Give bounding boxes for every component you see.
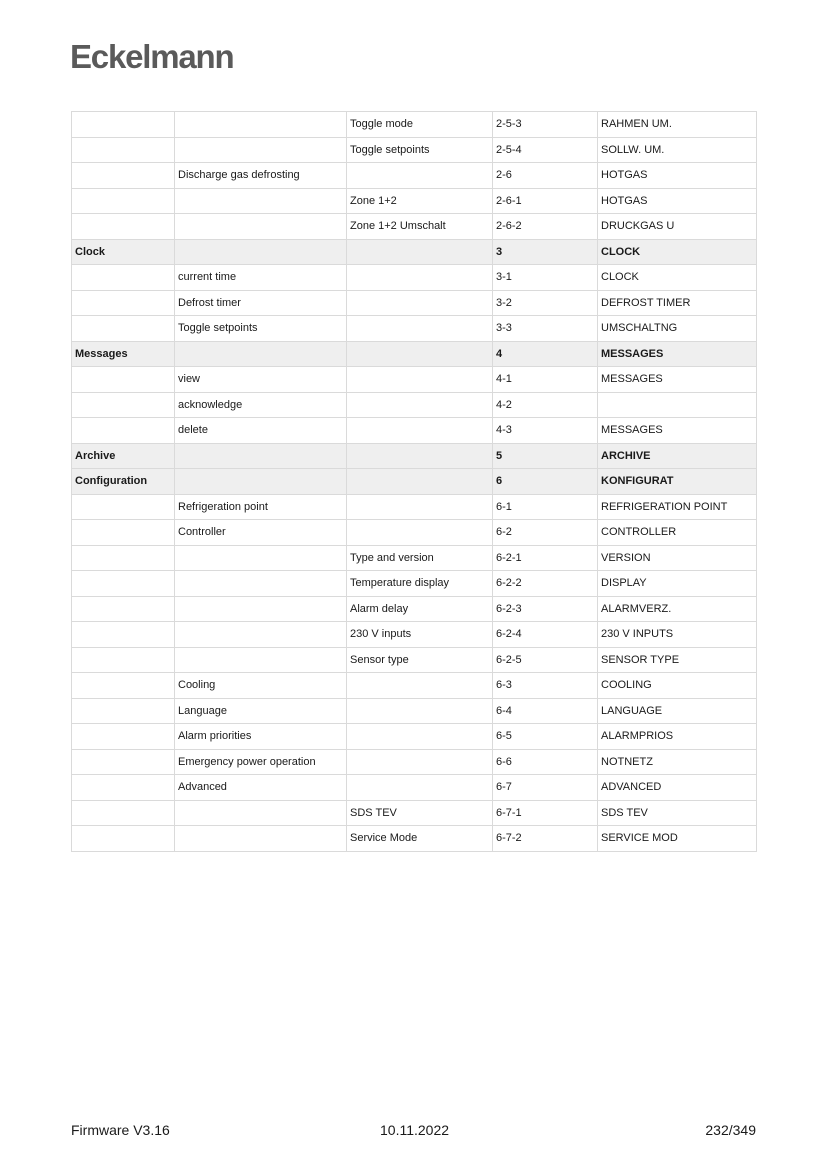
- menu-level-1-cell: Messages: [72, 341, 175, 367]
- menu-level-2-cell: Defrost timer: [175, 290, 347, 316]
- menu-code-cell: 4-3: [493, 418, 598, 444]
- table-section-row: [72, 239, 757, 265]
- display-text-cell: [598, 392, 757, 418]
- menu-level-1-cell: [72, 112, 175, 138]
- display-text-cell: UMSCHALTNG: [598, 316, 757, 342]
- table-row: [72, 571, 757, 597]
- menu-level-2-cell: [175, 571, 347, 597]
- display-text-cell: 230 V INPUTS: [598, 622, 757, 648]
- menu-code-cell: 6-3: [493, 673, 598, 699]
- display-text-cell: REFRIGERATION POINT: [598, 494, 757, 520]
- menu-code-cell: 6-1: [493, 494, 598, 520]
- menu-level-2-cell: [175, 112, 347, 138]
- table-row: [72, 622, 757, 648]
- menu-level-2-cell: Cooling: [175, 673, 347, 699]
- menu-level-3-cell: Zone 1+2: [347, 188, 493, 214]
- eckelmann-logo: Eckelmann: [70, 38, 234, 75]
- table-row: [72, 673, 757, 699]
- menu-level-3-cell: [347, 520, 493, 546]
- menu-level-3-cell: [347, 163, 493, 189]
- table-row: [72, 316, 757, 342]
- menu-level-1-cell: [72, 188, 175, 214]
- menu-level-2-cell: Alarm priorities: [175, 724, 347, 750]
- menu-level-1-cell: [72, 265, 175, 291]
- menu-code-cell: 4: [493, 341, 598, 367]
- menu-level-1-cell: [72, 673, 175, 699]
- display-text-cell: CONTROLLER: [598, 520, 757, 546]
- menu-code-cell: 6-2-3: [493, 596, 598, 622]
- menu-level-1-cell: [72, 545, 175, 571]
- table-row: [72, 596, 757, 622]
- menu-level-1-cell: [72, 214, 175, 240]
- menu-level-2-cell: Toggle setpoints: [175, 316, 347, 342]
- menu-level-3-cell: Temperature display: [347, 571, 493, 597]
- menu-code-cell: 6-4: [493, 698, 598, 724]
- menu-level-2-cell: [175, 800, 347, 826]
- menu-level-3-cell: [347, 265, 493, 291]
- table-row: [72, 647, 757, 673]
- menu-level-3-cell: [347, 443, 493, 469]
- menu-level-1-cell: [72, 698, 175, 724]
- menu-level-3-cell: [347, 673, 493, 699]
- menu-code-cell: 6-7-1: [493, 800, 598, 826]
- menu-level-1-cell: Configuration: [72, 469, 175, 495]
- menu-table-body: [72, 112, 757, 852]
- menu-code-cell: 6-6: [493, 749, 598, 775]
- menu-code-cell: 4-2: [493, 392, 598, 418]
- menu-code-cell: 6-2-2: [493, 571, 598, 597]
- display-text-cell: MESSAGES: [598, 341, 757, 367]
- menu-level-3-cell: Toggle mode: [347, 112, 493, 138]
- table-row: [72, 698, 757, 724]
- display-text-cell: ALARMPRIOS: [598, 724, 757, 750]
- menu-level-3-cell: [347, 341, 493, 367]
- menu-level-3-cell: [347, 494, 493, 520]
- menu-level-2-cell: [175, 341, 347, 367]
- menu-level-1-cell: [72, 163, 175, 189]
- menu-code-cell: 2-6-2: [493, 214, 598, 240]
- menu-level-1-cell: [72, 775, 175, 801]
- menu-level-3-cell: [347, 367, 493, 393]
- menu-level-1-cell: [72, 367, 175, 393]
- menu-level-3-cell: Zone 1+2 Umschalt: [347, 214, 493, 240]
- menu-level-1-cell: Archive: [72, 443, 175, 469]
- table-section-row: [72, 341, 757, 367]
- table-row: [72, 163, 757, 189]
- display-text-cell: MESSAGES: [598, 367, 757, 393]
- table-row: [72, 724, 757, 750]
- menu-level-1-cell: [72, 724, 175, 750]
- display-text-cell: HOTGAS: [598, 188, 757, 214]
- display-text-cell: ARCHIVE: [598, 443, 757, 469]
- table-row: [72, 367, 757, 393]
- menu-level-2-cell: [175, 647, 347, 673]
- menu-level-1-cell: [72, 418, 175, 444]
- menu-code-cell: 5: [493, 443, 598, 469]
- menu-level-3-cell: [347, 775, 493, 801]
- menu-level-2-cell: [175, 214, 347, 240]
- menu-level-3-cell: [347, 290, 493, 316]
- footer-firmware: Firmware V3.16: [71, 1122, 170, 1138]
- menu-level-1-cell: [72, 800, 175, 826]
- menu-code-cell: 4-1: [493, 367, 598, 393]
- menu-code-cell: 6-2-4: [493, 622, 598, 648]
- menu-level-3-cell: [347, 316, 493, 342]
- menu-level-1-cell: [72, 137, 175, 163]
- menu-level-3-cell: Type and version: [347, 545, 493, 571]
- menu-code-cell: 2-6: [493, 163, 598, 189]
- menu-level-2-cell: [175, 596, 347, 622]
- menu-code-cell: 6-7: [493, 775, 598, 801]
- table-row: [72, 188, 757, 214]
- menu-level-3-cell: 230 V inputs: [347, 622, 493, 648]
- display-text-cell: CLOCK: [598, 265, 757, 291]
- menu-code-cell: 3-1: [493, 265, 598, 291]
- menu-level-1-cell: [72, 520, 175, 546]
- menu-level-3-cell: [347, 724, 493, 750]
- menu-level-1-cell: Clock: [72, 239, 175, 265]
- menu-structure-table: [71, 111, 757, 852]
- menu-level-3-cell: Toggle setpoints: [347, 137, 493, 163]
- footer-page-number: 232/349: [705, 1122, 756, 1138]
- display-text-cell: ADVANCED: [598, 775, 757, 801]
- menu-level-1-cell: [72, 622, 175, 648]
- menu-level-2-cell: [175, 826, 347, 852]
- menu-level-1-cell: [72, 826, 175, 852]
- menu-level-3-cell: [347, 418, 493, 444]
- menu-level-2-cell: [175, 137, 347, 163]
- menu-level-3-cell: [347, 392, 493, 418]
- display-text-cell: SERVICE MOD: [598, 826, 757, 852]
- display-text-cell: LANGUAGE: [598, 698, 757, 724]
- menu-level-3-cell: [347, 749, 493, 775]
- table-row: [72, 112, 757, 138]
- menu-code-cell: 3: [493, 239, 598, 265]
- menu-code-cell: 6-5: [493, 724, 598, 750]
- menu-level-2-cell: Refrigeration point: [175, 494, 347, 520]
- footer-date: 10.11.2022: [380, 1122, 450, 1138]
- menu-level-2-cell: current time: [175, 265, 347, 291]
- menu-code-cell: 6: [493, 469, 598, 495]
- menu-level-1-cell: [72, 494, 175, 520]
- table-row: [72, 137, 757, 163]
- display-text-cell: CLOCK: [598, 239, 757, 265]
- menu-code-cell: 2-5-4: [493, 137, 598, 163]
- menu-code-cell: 2-5-3: [493, 112, 598, 138]
- display-text-cell: DISPLAY: [598, 571, 757, 597]
- table-row: [72, 826, 757, 852]
- menu-level-2-cell: view: [175, 367, 347, 393]
- table-section-row: [72, 443, 757, 469]
- menu-level-3-cell: [347, 239, 493, 265]
- menu-level-2-cell: Controller: [175, 520, 347, 546]
- display-text-cell: SOLLW. UM.: [598, 137, 757, 163]
- menu-code-cell: 6-2-1: [493, 545, 598, 571]
- menu-code-cell: 6-2-5: [493, 647, 598, 673]
- display-text-cell: VERSION: [598, 545, 757, 571]
- display-text-cell: ALARMVERZ.: [598, 596, 757, 622]
- menu-code-cell: 3-3: [493, 316, 598, 342]
- display-text-cell: COOLING: [598, 673, 757, 699]
- table-row: [72, 494, 757, 520]
- menu-level-1-cell: [72, 290, 175, 316]
- table-section-row: [72, 469, 757, 495]
- menu-level-2-cell: delete: [175, 418, 347, 444]
- display-text-cell: SDS TEV: [598, 800, 757, 826]
- display-text-cell: HOTGAS: [598, 163, 757, 189]
- display-text-cell: KONFIGURAT: [598, 469, 757, 495]
- menu-level-2-cell: Language: [175, 698, 347, 724]
- menu-code-cell: 6-2: [493, 520, 598, 546]
- menu-level-1-cell: [72, 749, 175, 775]
- menu-level-2-cell: [175, 443, 347, 469]
- menu-level-1-cell: [72, 647, 175, 673]
- menu-level-2-cell: [175, 239, 347, 265]
- display-text-cell: NOTNETZ: [598, 749, 757, 775]
- table-row: [72, 545, 757, 571]
- menu-level-2-cell: [175, 545, 347, 571]
- menu-level-3-cell: [347, 469, 493, 495]
- menu-level-1-cell: [72, 596, 175, 622]
- table-row: [72, 214, 757, 240]
- table-row: [72, 265, 757, 291]
- menu-level-3-cell: [347, 698, 493, 724]
- menu-level-2-cell: [175, 469, 347, 495]
- table-row: [72, 392, 757, 418]
- menu-code-cell: 6-7-2: [493, 826, 598, 852]
- menu-level-1-cell: [72, 392, 175, 418]
- menu-level-2-cell: Advanced: [175, 775, 347, 801]
- table-row: [72, 290, 757, 316]
- menu-level-2-cell: acknowledge: [175, 392, 347, 418]
- table-row: [72, 800, 757, 826]
- table-row: [72, 418, 757, 444]
- table-row: [72, 749, 757, 775]
- menu-level-1-cell: [72, 316, 175, 342]
- menu-level-2-cell: Discharge gas defrosting: [175, 163, 347, 189]
- menu-code-cell: 3-2: [493, 290, 598, 316]
- table-row: [72, 775, 757, 801]
- menu-level-3-cell: SDS TEV: [347, 800, 493, 826]
- table-row: [72, 520, 757, 546]
- display-text-cell: RAHMEN UM.: [598, 112, 757, 138]
- display-text-cell: MESSAGES: [598, 418, 757, 444]
- display-text-cell: DEFROST TIMER: [598, 290, 757, 316]
- menu-level-3-cell: Service Mode: [347, 826, 493, 852]
- menu-level-3-cell: Sensor type: [347, 647, 493, 673]
- display-text-cell: SENSOR TYPE: [598, 647, 757, 673]
- menu-level-2-cell: Emergency power operation: [175, 749, 347, 775]
- menu-level-1-cell: [72, 571, 175, 597]
- display-text-cell: DRUCKGAS U: [598, 214, 757, 240]
- menu-level-2-cell: [175, 622, 347, 648]
- menu-code-cell: 2-6-1: [493, 188, 598, 214]
- menu-level-3-cell: Alarm delay: [347, 596, 493, 622]
- menu-level-2-cell: [175, 188, 347, 214]
